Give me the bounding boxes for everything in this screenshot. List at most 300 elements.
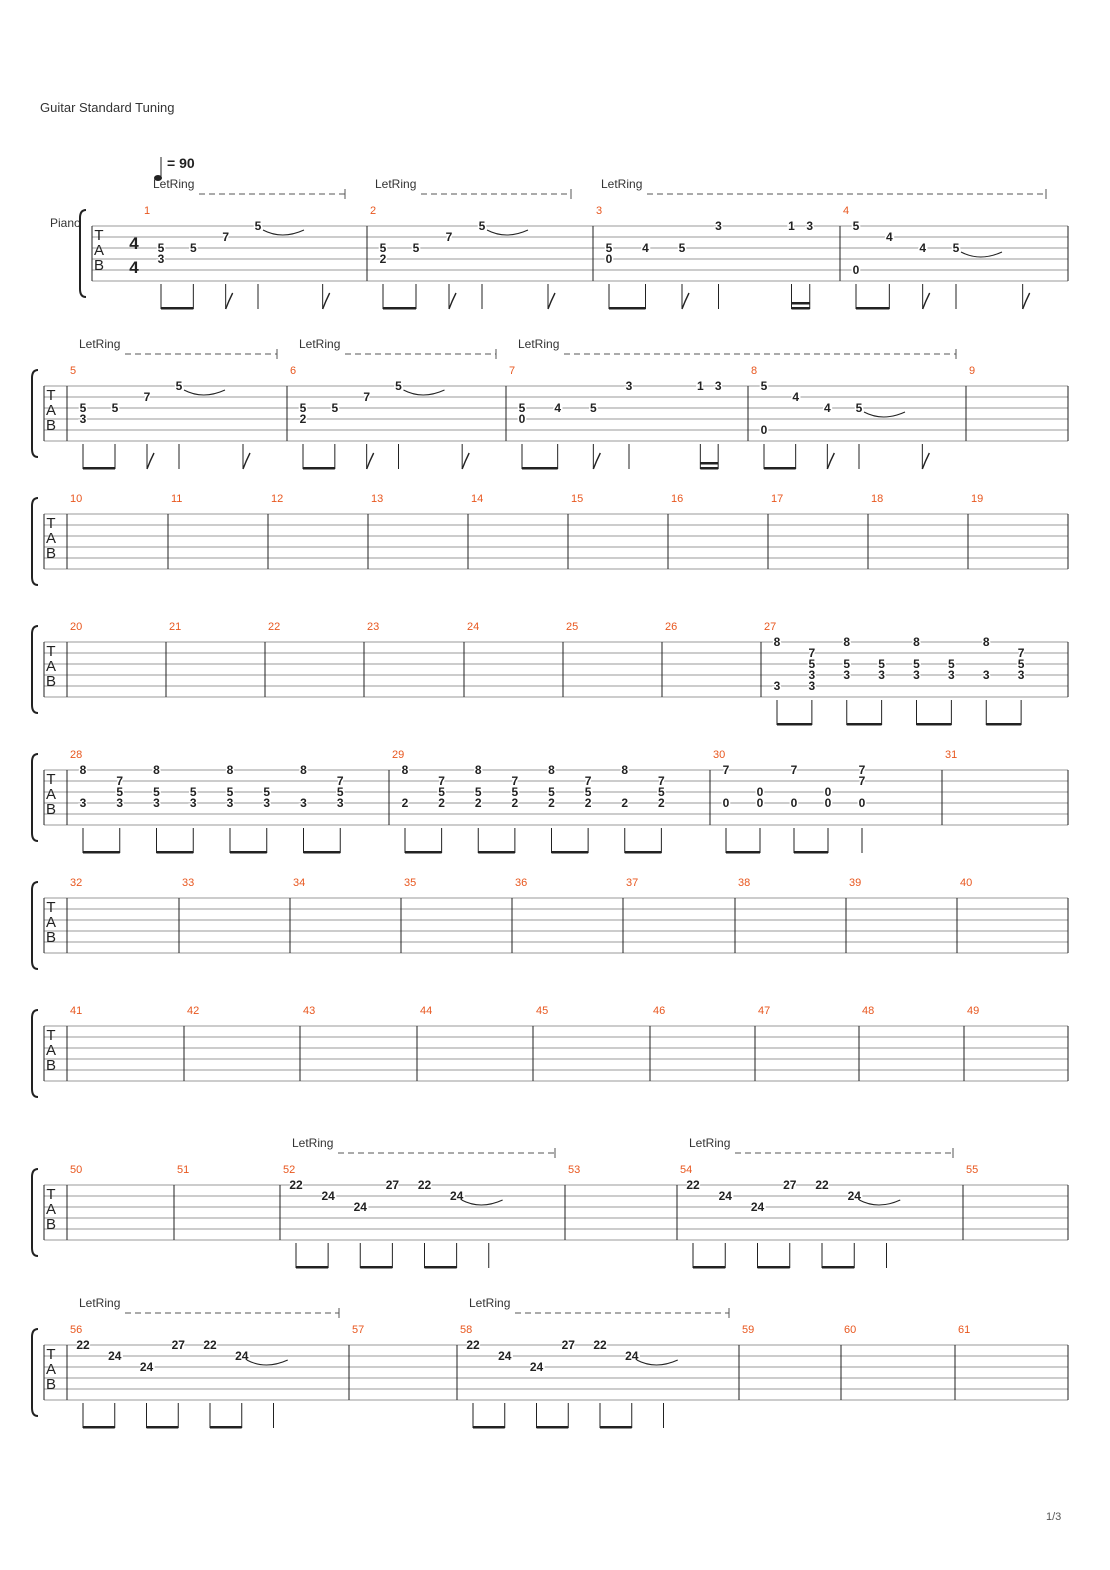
beam <box>210 1426 242 1429</box>
fret-number: 5 <box>678 241 686 255</box>
tab-clef-letter: B <box>45 1216 57 1233</box>
measure-number: 11 <box>171 493 183 505</box>
fret-number: 7 <box>143 390 151 404</box>
fret-number: 7 <box>116 774 124 788</box>
measure-number: 28 <box>70 749 83 761</box>
system-bracket <box>80 210 86 297</box>
fret-number: 5 <box>189 241 197 255</box>
measure-number: 42 <box>187 1005 200 1017</box>
system-bracket <box>32 1329 38 1416</box>
fret-number: 7 <box>363 390 371 404</box>
beam <box>552 851 589 854</box>
measure-number: 59 <box>742 1324 755 1336</box>
measure-number: 31 <box>945 749 958 761</box>
measure-number: 32 <box>70 877 83 889</box>
fret-number: 8 <box>913 635 920 649</box>
fret-number: 24 <box>139 1360 154 1374</box>
measure-number: 55 <box>966 1164 979 1176</box>
fret-number: 22 <box>417 1178 432 1192</box>
measure-number: 49 <box>967 1005 980 1017</box>
beam <box>600 1426 632 1429</box>
note-flag <box>243 453 250 469</box>
tab-clef-letter: T <box>46 643 56 660</box>
fret-number: 24 <box>108 1349 122 1363</box>
tuning-label: Guitar Standard Tuning <box>40 100 175 115</box>
measure-number: 9 <box>969 365 976 377</box>
measure-number: 44 <box>420 1005 433 1017</box>
fret-number: 3 <box>982 668 990 682</box>
fret-number: 7 <box>336 774 344 788</box>
measure-number: 52 <box>283 1164 296 1176</box>
page-number: 1/3 <box>1046 1511 1062 1523</box>
tab-clef-letter: A <box>45 1201 57 1218</box>
measure-number: 23 <box>367 621 380 633</box>
measure-number: 38 <box>738 877 751 889</box>
tie-arc <box>864 412 905 417</box>
tab-clef-letter: A <box>45 786 57 803</box>
measure-number: 14 <box>471 493 484 505</box>
beam <box>777 723 812 726</box>
fret-number: 3 <box>773 679 781 693</box>
fret-number: 3 <box>79 796 87 810</box>
fret-number: 7 <box>790 763 798 777</box>
measure-number: 46 <box>653 1005 666 1017</box>
beam <box>473 1426 505 1429</box>
fret-number: 8 <box>843 635 851 649</box>
fret-number: 22 <box>203 1338 217 1352</box>
fret-number: 3 <box>714 379 722 393</box>
let-ring-label: LetRing <box>153 177 195 191</box>
measure-number: 3 <box>596 205 603 217</box>
fret-number: 8 <box>79 763 87 777</box>
fret-number: 3 <box>300 796 307 810</box>
note-flag <box>548 293 555 309</box>
system-bracket <box>32 1010 38 1097</box>
measure-number: 56 <box>70 1324 83 1336</box>
fret-number: 24 <box>353 1200 367 1214</box>
fret-number: 27 <box>385 1178 400 1192</box>
tie-arc <box>961 252 1002 257</box>
fret-number: 2 <box>379 252 387 266</box>
fret-number: 7 <box>858 774 866 788</box>
note-flag <box>462 453 469 469</box>
tie-arc <box>184 390 225 395</box>
tab-clef-letter: B <box>93 257 105 274</box>
tab-clef-letter: T <box>46 899 56 916</box>
note-flag <box>226 293 233 309</box>
measure-number: 36 <box>515 877 528 889</box>
beam <box>478 851 515 854</box>
fret-number: 8 <box>226 763 234 777</box>
beam <box>822 1266 854 1269</box>
beam <box>230 851 267 854</box>
fret-number: 0 <box>824 796 832 810</box>
let-ring-label: LetRing <box>601 177 643 191</box>
measure-number: 17 <box>771 493 784 505</box>
let-ring-label: LetRing <box>79 1296 121 1310</box>
beam <box>360 1266 392 1269</box>
time-signature-bottom: 4 <box>129 258 139 277</box>
measure-number: 12 <box>271 493 284 505</box>
beam <box>83 851 120 854</box>
fret-number: 5 <box>855 401 863 415</box>
fret-number: 0 <box>790 796 798 810</box>
fret-number: 5 <box>395 379 402 393</box>
measure-number: 8 <box>751 365 758 377</box>
note-flag <box>449 293 456 309</box>
fret-number: 1 <box>696 379 704 393</box>
measure-number: 21 <box>169 621 182 633</box>
tie-arc <box>487 230 528 235</box>
fret-number: 4 <box>554 401 562 415</box>
fret-number: 24 <box>498 1349 512 1363</box>
note-flag <box>682 293 689 309</box>
fret-number: 5 <box>913 657 920 671</box>
fret-number: 5 <box>189 785 197 799</box>
fret-number: 0 <box>756 796 764 810</box>
measure-number: 48 <box>862 1005 875 1017</box>
fret-number: 3 <box>948 668 955 682</box>
fret-number: 27 <box>171 1338 185 1352</box>
let-ring-label: LetRing <box>79 337 121 351</box>
measure-number: 2 <box>370 205 377 217</box>
measure-number: 60 <box>844 1324 857 1336</box>
beam-secondary <box>700 462 718 465</box>
time-signature-top: 4 <box>129 234 139 253</box>
measure-number: 43 <box>303 1005 316 1017</box>
fret-number: 8 <box>982 635 990 649</box>
system-bracket <box>32 754 38 841</box>
fret-number: 22 <box>76 1338 90 1352</box>
fret-number: 5 <box>379 241 387 255</box>
measure-number: 54 <box>680 1164 693 1176</box>
fret-number: 3 <box>878 668 885 682</box>
fret-number: 27 <box>783 1178 797 1192</box>
fret-number: 22 <box>593 1338 607 1352</box>
measure-number: 13 <box>371 493 384 505</box>
fret-number: 24 <box>529 1360 544 1374</box>
tab-clef-letter: T <box>46 1346 56 1363</box>
fret-number: 4 <box>885 230 893 244</box>
measure-number: 45 <box>536 1005 549 1017</box>
fret-number: 5 <box>153 785 160 799</box>
beam <box>792 307 810 310</box>
measure-number: 27 <box>764 621 777 633</box>
fret-number: 0 <box>518 412 526 426</box>
measure-number: 18 <box>871 493 884 505</box>
beam <box>986 723 1021 726</box>
fret-number: 3 <box>806 219 814 233</box>
system-bracket <box>32 498 38 585</box>
tab-clef-letter: T <box>94 227 104 244</box>
measure-number: 25 <box>566 621 579 633</box>
fret-number: 5 <box>111 401 119 415</box>
measure-number: 51 <box>177 1164 190 1176</box>
fret-number: 5 <box>518 401 526 415</box>
beam <box>161 307 193 310</box>
tab-clef-letter: A <box>45 1042 57 1059</box>
measure-number: 58 <box>460 1324 473 1336</box>
fret-number: 5 <box>474 785 482 799</box>
fret-number: 5 <box>658 785 665 799</box>
fret-number: 5 <box>175 379 183 393</box>
fret-number: 5 <box>843 657 851 671</box>
fret-number: 22 <box>686 1178 700 1192</box>
fret-number: 0 <box>824 785 832 799</box>
fret-number: 3 <box>625 379 633 393</box>
measure-number: 61 <box>958 1324 971 1336</box>
tab-clef-letter: B <box>45 929 57 946</box>
beam <box>304 851 341 854</box>
measure-number: 24 <box>467 621 480 633</box>
system-bracket <box>32 1169 38 1256</box>
let-ring-label: LetRing <box>375 177 417 191</box>
fret-number: 7 <box>1017 646 1025 660</box>
fret-number: 8 <box>474 763 482 777</box>
fret-number: 3 <box>116 796 124 810</box>
fret-number: 5 <box>1017 657 1025 671</box>
fret-number: 2 <box>621 796 629 810</box>
measure-number: 57 <box>352 1324 365 1336</box>
fret-number: 7 <box>658 774 665 788</box>
fret-number: 3 <box>79 412 87 426</box>
fret-number: 7 <box>511 774 519 788</box>
fret-number: 0 <box>605 252 613 266</box>
fret-number: 2 <box>548 796 555 810</box>
fret-number: 2 <box>401 796 409 810</box>
tab-clef-letter: A <box>45 914 57 931</box>
note-flag <box>1023 293 1030 309</box>
tab-clef-letter: B <box>45 673 57 690</box>
fret-number: 5 <box>116 785 124 799</box>
fret-number: 5 <box>589 401 597 415</box>
tie-arc <box>637 1360 678 1365</box>
fret-number: 5 <box>952 241 960 255</box>
fret-number: 3 <box>715 219 722 233</box>
fret-number: 0 <box>756 785 764 799</box>
fret-number: 5 <box>808 657 816 671</box>
beam-secondary <box>792 302 810 305</box>
fret-number: 5 <box>79 401 87 415</box>
measure-number: 41 <box>70 1005 83 1017</box>
fret-number: 3 <box>808 668 816 682</box>
fret-number: 3 <box>336 796 344 810</box>
measure-number: 7 <box>509 365 516 377</box>
fret-number: 4 <box>642 241 649 255</box>
note-flag <box>323 293 330 309</box>
tie-arc <box>404 390 445 395</box>
measure-number: 47 <box>758 1005 771 1017</box>
beam <box>83 467 115 470</box>
fret-number: 5 <box>299 401 307 415</box>
measure-number: 16 <box>671 493 684 505</box>
fret-number: 5 <box>852 219 860 233</box>
fret-number: 2 <box>474 796 482 810</box>
fret-number: 5 <box>254 219 262 233</box>
fret-number: 5 <box>336 785 344 799</box>
fret-number: 7 <box>445 230 453 244</box>
fret-number: 5 <box>263 785 271 799</box>
fret-number: 24 <box>625 1349 639 1363</box>
beam <box>405 851 442 854</box>
system-bracket <box>32 626 38 713</box>
fret-number: 8 <box>401 763 409 777</box>
fret-number: 3 <box>189 796 197 810</box>
beam <box>609 307 646 310</box>
let-ring-label: LetRing <box>689 1136 731 1150</box>
tie-arc <box>462 1200 503 1205</box>
tab-clef-letter: B <box>45 1057 57 1074</box>
let-ring-label: LetRing <box>299 337 341 351</box>
fret-number: 5 <box>584 785 592 799</box>
fret-number: 1 <box>788 219 795 233</box>
note-flag <box>593 453 600 469</box>
fret-number: 24 <box>449 1189 464 1203</box>
measure-number: 50 <box>70 1164 83 1176</box>
fret-number: 24 <box>235 1349 249 1363</box>
measure-number: 15 <box>571 493 584 505</box>
measure-number: 30 <box>713 749 726 761</box>
tab-clef-letter: T <box>46 771 56 788</box>
fret-number: 24 <box>847 1189 861 1203</box>
tab-clef-letter: T <box>46 1186 56 1203</box>
measure-number: 5 <box>70 365 77 377</box>
fret-number: 5 <box>548 785 555 799</box>
instrument-label: Piano <box>50 216 81 230</box>
fret-number: 4 <box>792 390 800 404</box>
fret-number: 3 <box>913 668 920 682</box>
fret-number: 0 <box>852 263 860 277</box>
let-ring-label: LetRing <box>469 1296 511 1310</box>
note-flag <box>827 453 834 469</box>
measure-number: 1 <box>144 205 151 217</box>
beam <box>693 1266 725 1269</box>
tie-arc <box>859 1200 900 1205</box>
fret-number: 2 <box>438 796 445 810</box>
measure-number: 22 <box>268 621 281 633</box>
tab-clef-letter: A <box>93 242 105 259</box>
fret-number: 24 <box>750 1200 765 1214</box>
fret-number: 5 <box>948 657 955 671</box>
note-flag <box>923 293 930 309</box>
tie-arc <box>263 230 304 235</box>
note-flag <box>147 453 154 469</box>
beam <box>758 1266 790 1269</box>
beam <box>296 1266 328 1269</box>
measure-number: 4 <box>843 205 850 217</box>
fret-number: 5 <box>157 241 165 255</box>
beam <box>917 723 952 726</box>
measure-number: 35 <box>404 877 417 889</box>
system-bracket <box>32 882 38 969</box>
fret-number: 8 <box>153 763 160 777</box>
fret-number: 0 <box>858 796 866 810</box>
measure-number: 10 <box>70 493 83 505</box>
tab-clef-letter: T <box>46 515 56 532</box>
beam <box>522 467 558 470</box>
beam <box>83 1426 115 1429</box>
fret-number: 3 <box>153 796 160 810</box>
tab-clef-letter: A <box>45 658 57 675</box>
tempo-marking: = 90 <box>167 155 195 171</box>
fret-number: 27 <box>561 1338 575 1352</box>
fret-number: 8 <box>548 763 555 777</box>
fret-number: 8 <box>773 635 781 649</box>
tab-clef-letter: B <box>45 417 57 434</box>
beam <box>847 723 882 726</box>
fret-number: 3 <box>1017 668 1025 682</box>
fret-number: 2 <box>658 796 665 810</box>
tab-clef-letter: T <box>46 1027 56 1044</box>
note-flag <box>922 453 929 469</box>
fret-number: 7 <box>584 774 592 788</box>
fret-number: 22 <box>815 1178 829 1192</box>
fret-number: 3 <box>843 668 851 682</box>
fret-number: 22 <box>466 1338 480 1352</box>
measure-number: 26 <box>665 621 678 633</box>
fret-number: 7 <box>722 763 730 777</box>
fret-number: 7 <box>858 763 866 777</box>
beam <box>764 467 796 470</box>
fret-number: 5 <box>878 657 885 671</box>
fret-number: 5 <box>331 401 339 415</box>
measure-number: 53 <box>568 1164 581 1176</box>
fret-number: 3 <box>157 252 165 266</box>
beam <box>726 851 760 854</box>
measure-number: 19 <box>971 493 984 505</box>
tab-clef-letter: B <box>45 545 57 562</box>
fret-number: 5 <box>605 241 613 255</box>
fret-number: 7 <box>222 230 230 244</box>
fret-number: 5 <box>760 379 768 393</box>
measure-number: 6 <box>290 365 297 377</box>
tab-clef-letter: A <box>45 402 57 419</box>
measure-number: 29 <box>392 749 405 761</box>
measure-number: 20 <box>70 621 83 633</box>
beam <box>625 851 662 854</box>
beam <box>383 307 416 310</box>
fret-number: 7 <box>808 646 816 660</box>
measure-number: 40 <box>960 877 973 889</box>
beam <box>537 1426 569 1429</box>
tab-clef-letter: A <box>45 1361 57 1378</box>
fret-number: 5 <box>226 785 234 799</box>
tab-clef-letter: A <box>45 530 57 547</box>
fret-number: 2 <box>299 412 307 426</box>
beam <box>303 467 335 470</box>
tab-clef-letter: B <box>45 1376 57 1393</box>
fret-number: 5 <box>412 241 420 255</box>
beam <box>147 1426 179 1429</box>
fret-number: 3 <box>808 679 816 693</box>
measure-number: 34 <box>293 877 306 889</box>
measure-number: 39 <box>849 877 862 889</box>
fret-number: 0 <box>722 796 730 810</box>
fret-number: 0 <box>760 423 768 437</box>
beam <box>157 851 194 854</box>
fret-number: 24 <box>718 1189 732 1203</box>
measure-number: 33 <box>182 877 195 889</box>
beam <box>700 467 718 470</box>
tab-clef-letter: T <box>46 387 56 404</box>
fret-number: 5 <box>511 785 519 799</box>
note-flag <box>367 453 374 469</box>
fret-number: 22 <box>289 1178 303 1192</box>
let-ring-label: LetRing <box>292 1136 334 1150</box>
measure-number: 37 <box>626 877 639 889</box>
let-ring-label: LetRing <box>518 337 560 351</box>
fret-number: 3 <box>263 796 271 810</box>
